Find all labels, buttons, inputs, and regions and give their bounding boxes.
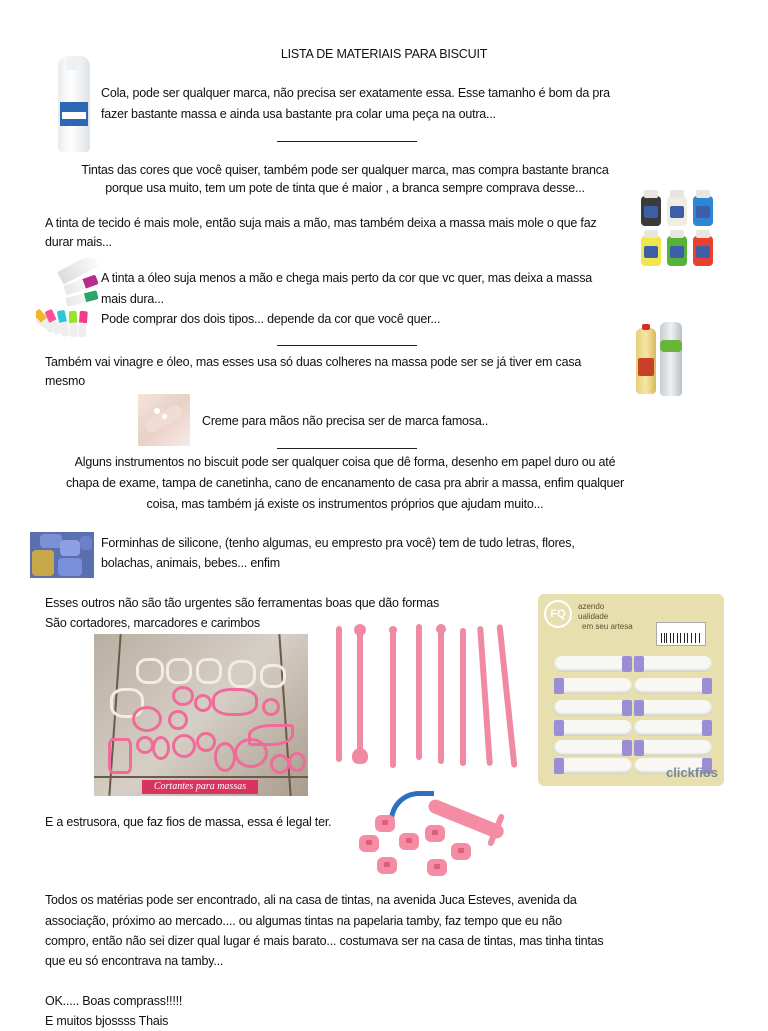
molds-text-line2: bolachas, animais, bebes... enfim <box>101 556 280 570</box>
divider <box>277 448 417 449</box>
paint-pot-red <box>693 236 713 266</box>
pack-tool <box>554 678 632 694</box>
cutters-photo <box>94 634 308 796</box>
modeling-tool-shell <box>352 748 368 764</box>
oil-paint-text-line1: A tinta a óleo suja menos a mão e chega mais perto da cor que vc quer, mas deixa a massa <box>101 271 593 285</box>
cutter-pink <box>194 694 212 712</box>
pack-tool <box>634 700 712 716</box>
mold-blue <box>58 558 82 576</box>
where-to-buy-line1: Todos os matérias pode ser encontrado, ali na casa de tintas, na avenida Juca Esteves, avenida da <box>45 893 577 907</box>
fq-logo: FQ <box>544 600 572 628</box>
cutter-pink <box>132 706 162 732</box>
modeling-tool <box>357 632 363 754</box>
modeling-tools-image <box>330 622 530 774</box>
mold-blue <box>80 536 92 550</box>
pack-tool <box>554 758 632 774</box>
pack-text: em seu artesa <box>582 622 633 631</box>
fabric-paint-text-line1: A tinta de tecido é mais mole, então suja mais a mão, mas também deixa a massa mais mole o que faz <box>45 216 597 230</box>
modeling-tool <box>336 626 342 762</box>
barcode-sticker <box>656 622 706 646</box>
extruder-disc <box>375 815 395 832</box>
modeling-tool <box>390 630 396 768</box>
glue-text-line1: Cola, pode ser qualquer marca, não precisa ser exatamente essa. Esse tamanho é bom da pra <box>101 86 610 100</box>
pack-tool <box>634 656 712 672</box>
bottle-cap <box>67 56 79 70</box>
paint-pot-green <box>667 236 687 266</box>
clay-extruder-image <box>355 785 525 885</box>
extruder-disc <box>359 835 379 852</box>
vinegar-oil-text-line1: Também vai vinagre e óleo, mas esses usa só duas colheres na massa pode ser se já tiver em casa <box>45 355 582 369</box>
instruments-text-line2: chapa de exame, tampa de canetinha, cano de encanamento de casa pra abrir a massa, enfim qualquer <box>65 476 625 490</box>
extruder-disc <box>425 825 445 842</box>
modeling-tool <box>416 624 422 760</box>
mold-yellow <box>32 550 54 576</box>
cutter-pink <box>196 732 216 752</box>
marker-tools-pack-image <box>538 594 724 786</box>
oil-bottle <box>636 328 656 394</box>
pack-text: ualidade <box>578 612 609 621</box>
glue-bottle-image <box>58 56 90 152</box>
extruder-disc <box>451 843 471 860</box>
instruments-text-line3: coisa, mas também já existe os instrumentos próprios que ajudam muito... <box>146 497 544 511</box>
cutter-pink <box>172 734 196 758</box>
cutter-pink <box>288 752 306 772</box>
cutter-sun-white <box>228 660 256 688</box>
where-to-buy-line4: que eu só encontrava na tamby... <box>45 954 224 968</box>
where-to-buy-line2: associação, próximo ao mercado.... ou algumas tintas na papelaria tamby, faz tempo que eu não <box>45 914 562 928</box>
tools-text-line2: São cortadores, marcadores e carimbos <box>45 616 260 630</box>
paint-pot-white <box>667 196 687 226</box>
vinegar-and-oil-bottles-image <box>630 322 690 398</box>
bottle-label-stripe <box>62 112 86 119</box>
mold-blue <box>40 534 62 548</box>
pack-tool <box>634 678 712 694</box>
instruments-text-line1: Alguns instrumentos no biscuit pode ser qualquer coisa que dê forma, desenho em papel duro ou até <box>74 455 616 469</box>
oil-paint-text-line3: Pode comprar dos dois tipos... depende da cor que você quer... <box>101 312 441 326</box>
divider <box>277 141 417 142</box>
closing-line1: OK..... Boas comprass!!!!! <box>45 994 183 1008</box>
where-to-buy-line3: compro, então não sei dizer qual lugar é mais barato... costumava ser na casa de tintas, mas tinha tintas <box>45 934 604 948</box>
cutter-pink <box>214 742 236 772</box>
cutter-bird-white <box>260 664 286 688</box>
closing-line2: E muitos bjossss Thais <box>45 1014 169 1028</box>
extruder-disc <box>427 859 447 876</box>
cutter-pink <box>270 754 290 774</box>
cutter-pink <box>152 736 170 760</box>
page-title: LISTA DE MATERIAIS PARA BISCUIT <box>280 47 488 61</box>
molds-text-line1: Forminhas de silicone, (tenho algumas, eu empresto pra você) tem de tudo letras, flores, <box>101 536 575 550</box>
cutter-bell-white <box>166 658 192 684</box>
paint-pot-yellow <box>641 236 661 266</box>
extruder-text: E a estrusora, que faz fios de massa, essa é legal ter. <box>45 815 332 829</box>
cutters-caption: Cortantes para massas <box>142 780 258 794</box>
vinegar-oil-text-line2: mesmo <box>45 374 85 388</box>
modeling-tool <box>438 630 444 764</box>
mold-blue <box>60 540 80 556</box>
pack-text: azendo <box>578 602 605 611</box>
divider <box>277 345 417 346</box>
clickfios-watermark: clickfios <box>665 765 718 780</box>
modeling-tool <box>477 626 493 766</box>
pack-tool <box>554 656 632 672</box>
extruder-disc <box>399 833 419 850</box>
oil-paint-text-line2: mais dura... <box>101 292 164 306</box>
cutter-pink <box>234 738 268 768</box>
cutter-pink <box>172 686 194 706</box>
pack-tool <box>554 700 632 716</box>
paint-pot-black <box>641 196 661 226</box>
tube <box>78 311 88 337</box>
fabric-paint-text-line2: durar mais... <box>45 235 112 249</box>
pack-tool <box>554 720 632 736</box>
cutter-flower-white <box>136 658 164 684</box>
modeling-tool <box>460 628 466 766</box>
paints-text-line1: Tintas das cores que você quiser, também pode ser qualquer marca, mas compra bastante branca <box>81 163 609 177</box>
cutter-pink <box>212 688 258 716</box>
hand-cream-image <box>138 394 190 446</box>
silicone-molds-image <box>30 532 94 578</box>
cutter-pink <box>108 738 132 774</box>
glue-text-line2: fazer bastante massa e ainda usa bastante pra colar uma peça na outra... <box>101 107 496 121</box>
vinegar-bottle <box>660 322 682 396</box>
tube <box>69 311 78 337</box>
tools-text-line1: Esses outros não são tão urgentes são ferramentas boas que dão formas <box>45 596 440 610</box>
pack-tool <box>554 740 632 756</box>
oil-paint-tubes-image <box>36 258 102 338</box>
paints-text-line2: porque usa muito, tem um pote de tinta que é maior , a branca sempre comprava desse... <box>105 181 585 195</box>
cutter-pink <box>262 698 280 716</box>
modeling-tool <box>496 624 517 768</box>
pack-tool <box>634 720 712 736</box>
extruder-disc <box>377 857 397 874</box>
paint-pots-image <box>638 188 718 268</box>
hand-cream-text: Creme para mãos não precisa ser de marca famosa.. <box>202 414 489 428</box>
pack-tool <box>634 740 712 756</box>
paint-pot-blue <box>693 196 713 226</box>
cutter-pink <box>168 710 188 730</box>
cutter-star-white <box>196 658 222 684</box>
